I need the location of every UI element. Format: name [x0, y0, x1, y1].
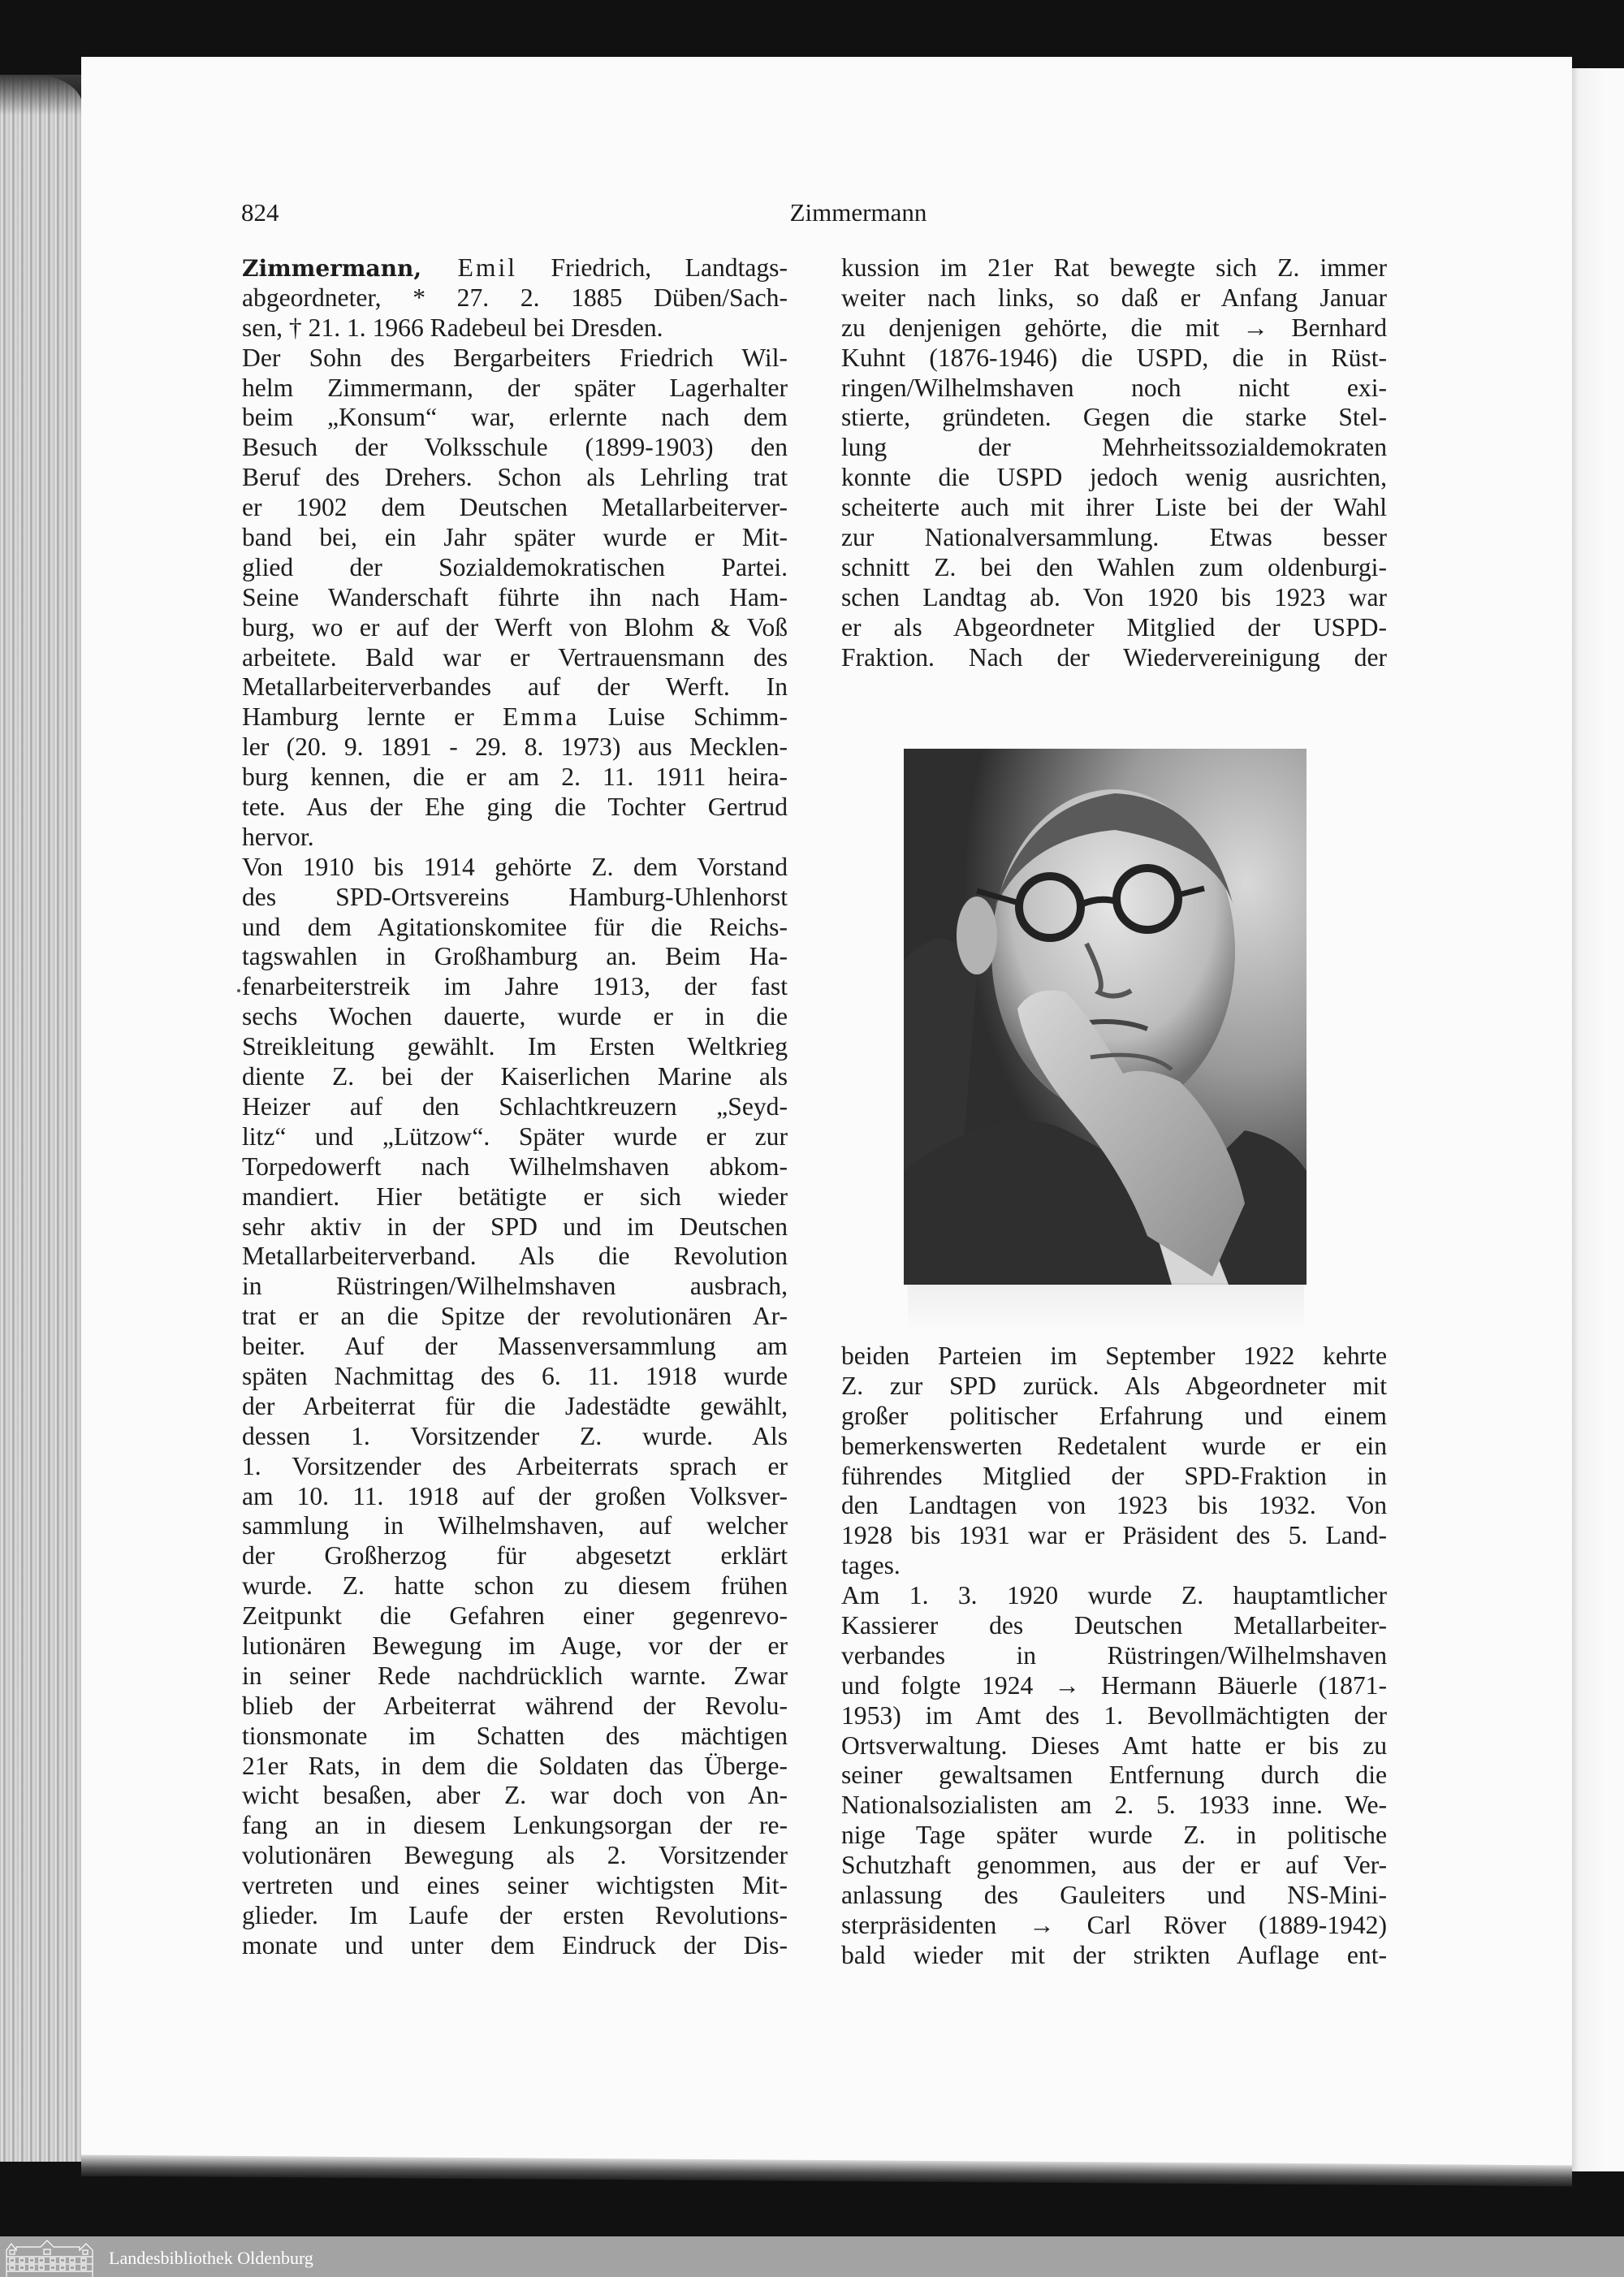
page-number: 824 — [241, 198, 279, 227]
text-line: seiner gewaltsamen Entfernung durch die — [841, 1761, 1387, 1790]
text-line: arbeitete. Bald war er Vertrauensmann des — [242, 642, 788, 672]
text-line: konnte die USPD jedoch wenig ausrichten, — [841, 463, 1387, 492]
facing-page-edge — [1572, 68, 1624, 2171]
portrait-photo — [904, 749, 1307, 1285]
text-line: sterpräsidenten → Carl Röver (1889-1942) — [841, 1910, 1387, 1939]
text-line: abgeordneter, * 27. 2. 1885 Düben/Sach- — [242, 283, 788, 312]
text-line: 1928 bis 1931 war er Präsident des 5. Land- — [841, 1521, 1387, 1550]
text-line: bald wieder mit der strikten Auflage ent- — [841, 1940, 1387, 1969]
text-line: kussion im 21er Rat bewegte sich Z. immer — [841, 253, 1387, 282]
text-line: tionsmonate im Schatten des mächtigen — [242, 1721, 788, 1750]
text-line: nige Tage später wurde Z. in politische — [841, 1821, 1387, 1850]
text-line: beiter. Auf der Massenversammlung am — [242, 1332, 788, 1361]
text-line: Zeitpunkt die Gefahren einer gegenrevo- — [242, 1601, 788, 1631]
text-line: in seiner Rede nachdrücklich warnte. Zwar — [242, 1661, 788, 1690]
text-line: vertreten und eines seiner wichtigsten Mit- — [242, 1871, 788, 1900]
text-line: burg kennen, die er am 2. 11. 1911 heira- — [242, 763, 788, 792]
text-line: am 10. 11. 1918 auf der großen Volksver- — [242, 1481, 788, 1510]
library-name: Landesbibliothek Oldenburg — [109, 2248, 313, 2268]
text-line: ler (20. 9. 1891 - 29. 8. 1973) aus Mecklen- — [242, 732, 788, 762]
entry-headword: Zimmermann, — [242, 255, 422, 282]
text-line: blieb der Arbeiterrat während der Revolu- — [242, 1691, 788, 1720]
given-name: Emil — [421, 253, 518, 282]
running-title: Zimmermann — [789, 198, 927, 227]
text-line: Heizer auf den Schlachtkreuzern „Seyd- — [242, 1091, 788, 1121]
text-line: lutionären Bewegung im Auge, vor der er — [242, 1631, 788, 1660]
text-line: großer politischer Erfahrung und einem — [841, 1401, 1387, 1430]
page-edge-shadow — [0, 75, 81, 115]
text-line: Besuch der Volksschule (1899-1903) den — [242, 433, 788, 462]
portrait-image — [904, 749, 1307, 1285]
text-line: zu denjenigen gehörte, die mit → Bernhard — [841, 313, 1387, 342]
text-line: Z. zur SPD zurück. Als Abgeordneter mit — [841, 1371, 1387, 1400]
left-column — [242, 253, 788, 1961]
right-column-top — [841, 253, 1387, 672]
text-line: sen, † 21. 1. 1966 Radebeul bei Dresden. — [242, 313, 663, 342]
text-line: bemerkenswerten Redetalent wurde er ein — [841, 1431, 1387, 1460]
text-line: mandiert. Hier betätigte er sich wieder — [242, 1182, 788, 1211]
text-line: 21er Rats, in dem die Soldaten das Überge- — [242, 1751, 788, 1780]
text-line: Metallarbeiterverbandes auf der Werft. In — [242, 672, 788, 702]
text-line: Von 1910 bis 1914 gehörte Z. dem Vorstand — [242, 852, 788, 881]
text-line: fenarbeiterstreik im Jahre 1913, der fast — [242, 972, 788, 1001]
portrait-shadow — [908, 1283, 1304, 1332]
text-line: burg, wo er auf der Werft von Blohm & Voß — [242, 612, 788, 642]
text-line: helm Zimmermann, der später Lagerhalter — [242, 373, 788, 402]
text-line: und dem Agitationskomitee für die Reichs- — [242, 912, 788, 941]
text-line: in Rüstringen/Wilhelmshaven ausbrach, — [242, 1272, 788, 1301]
text-line: späten Nachmittag des 6. 11. 1918 wurde — [242, 1361, 788, 1390]
text-line: Seine Wanderschaft führte ihn nach Ham- — [242, 582, 788, 611]
text-line: Fraktion. Nach der Wiedervereinigung der — [841, 642, 1387, 672]
text-line: Beruf des Drehers. Schon als Lehrling trat — [242, 463, 788, 492]
text-line: verbandes in Rüstringen/Wilhelmshaven — [841, 1640, 1387, 1670]
text-line: tages. — [841, 1551, 901, 1580]
text-line: sammlung in Wilhelmshaven, auf welcher — [242, 1511, 788, 1540]
text-line: den Landtagen von 1923 bis 1932. Von — [841, 1491, 1387, 1520]
given-name: Emma — [502, 702, 580, 732]
text-line: Der Sohn des Bergarbeiters Friedrich Wil- — [242, 343, 788, 372]
text-line: glieder. Im Laufe der ersten Revolutions- — [242, 1900, 788, 1929]
text-line: tete. Aus der Ehe ging die Tochter Gertrud — [242, 793, 788, 822]
text-line: diente Z. bei der Kaiserlichen Marine als — [242, 1062, 788, 1091]
text-line: Torpedowerft nach Wilhelmshaven abkom- — [242, 1151, 788, 1181]
text-line: schnitt Z. bei den Wahlen zum oldenburgi- — [841, 552, 1387, 581]
margin-mark — [237, 989, 240, 992]
text-line: Schutzhaft genommen, aus der er auf Ver- — [841, 1851, 1387, 1880]
text-line: des SPD-Ortsvereins Hamburg-Uhlenhorst — [242, 882, 788, 911]
text-line: sechs Wochen dauerte, wurde er in die — [242, 1002, 788, 1031]
text-line: Ortsverwaltung. Dieses Amt hatte er bis zu — [841, 1730, 1387, 1760]
book-page-edges — [0, 75, 83, 2162]
text-line: Am 1. 3. 1920 wurde Z. hauptamtlicher — [841, 1581, 1387, 1610]
text-line: Zimmermann, Emil Friedrich, Landtags- — [242, 253, 788, 282]
text-line: Kuhnt (1876-1946) die USPD, die in Rüst- — [841, 343, 1387, 372]
text-line: trat er an die Spitze der revolutionären Ar- — [242, 1302, 788, 1331]
text-line: weiter nach links, so daß er Anfang Januar — [841, 283, 1387, 312]
text-line: ringen/Wilhelmshaven noch nicht exi- — [841, 373, 1387, 402]
text-line: scheiterte auch mit ihrer Liste bei der Wahl — [841, 493, 1387, 522]
text-line: litz“ und „Lützow“. Später wurde er zur — [242, 1121, 788, 1151]
text-line: band bei, ein Jahr später wurde er Mit- — [242, 523, 788, 552]
text-line: und folgte 1924 → Hermann Bäuerle (1871- — [841, 1670, 1387, 1700]
text-line: er als Abgeordneter Mitglied der USPD- — [841, 612, 1387, 642]
text-line: führendes Mitglied der SPD-Fraktion in — [841, 1461, 1387, 1490]
library-building-icon — [5, 2239, 101, 2277]
text-line: Streikleitung gewählt. Im Ersten Weltkrieg — [242, 1032, 788, 1061]
text-line: der Großherzog für abgesetzt erklärt — [242, 1541, 788, 1571]
text-line: hervor. — [242, 822, 314, 851]
text-line: wicht besaßen, aber Z. war doch von An- — [242, 1781, 788, 1810]
text-line: beiden Parteien im September 1922 kehrte — [841, 1342, 1387, 1370]
right-column-bottom — [841, 1342, 1387, 1971]
text-line: glied der Sozialdemokratischen Partei. — [242, 552, 788, 581]
text-line: wurde. Z. hatte schon zu diesem frühen — [242, 1571, 788, 1601]
text-line: tagswahlen in Großhamburg an. Beim Ha- — [242, 942, 788, 971]
text-line: 1953) im Amt des 1. Bevollmächtigten der — [841, 1700, 1387, 1730]
text-line: fang an in diesem Lenkungsorgan der re- — [242, 1811, 788, 1840]
text-line: schen Landtag ab. Von 1920 bis 1923 war — [841, 582, 1387, 611]
text-line: lung der Mehrheitssozialdemokraten — [841, 433, 1387, 462]
text-line: anlassung des Gauleiters und NS-Mini- — [841, 1881, 1387, 1910]
text-line: Kassierer des Deutschen Metallarbeiter- — [841, 1611, 1387, 1640]
text-line: volutionären Bewegung als 2. Vorsitzender — [242, 1841, 788, 1870]
text-line: Nationalsozialisten am 2. 5. 1933 inne. We- — [841, 1791, 1387, 1820]
text-line: sehr aktiv in der SPD und im Deutschen — [242, 1212, 788, 1241]
text-line: stierte, gründeten. Gegen die starke Stel- — [841, 403, 1387, 432]
text-line: Hamburg lernte er Emma Luise Schimm- — [242, 702, 788, 732]
text-line: er 1902 dem Deutschen Metallarbeiterver- — [242, 493, 788, 522]
text-line: dessen 1. Vorsitzender Z. wurde. Als — [242, 1421, 788, 1450]
text-line: der Arbeiterrat für die Jadestädte gewählt, — [242, 1391, 788, 1420]
text-line: 1. Vorsitzender des Arbeiterrats sprach er — [242, 1451, 788, 1480]
text-line: Metallarbeiterverband. Als die Revolution — [242, 1242, 788, 1271]
text-line: zur Nationalversammlung. Etwas besser — [841, 523, 1387, 552]
text-line: beim „Konsum“ war, erlernte nach dem — [242, 403, 788, 432]
text-line: monate und unter dem Eindruck der Dis- — [242, 1930, 788, 1959]
